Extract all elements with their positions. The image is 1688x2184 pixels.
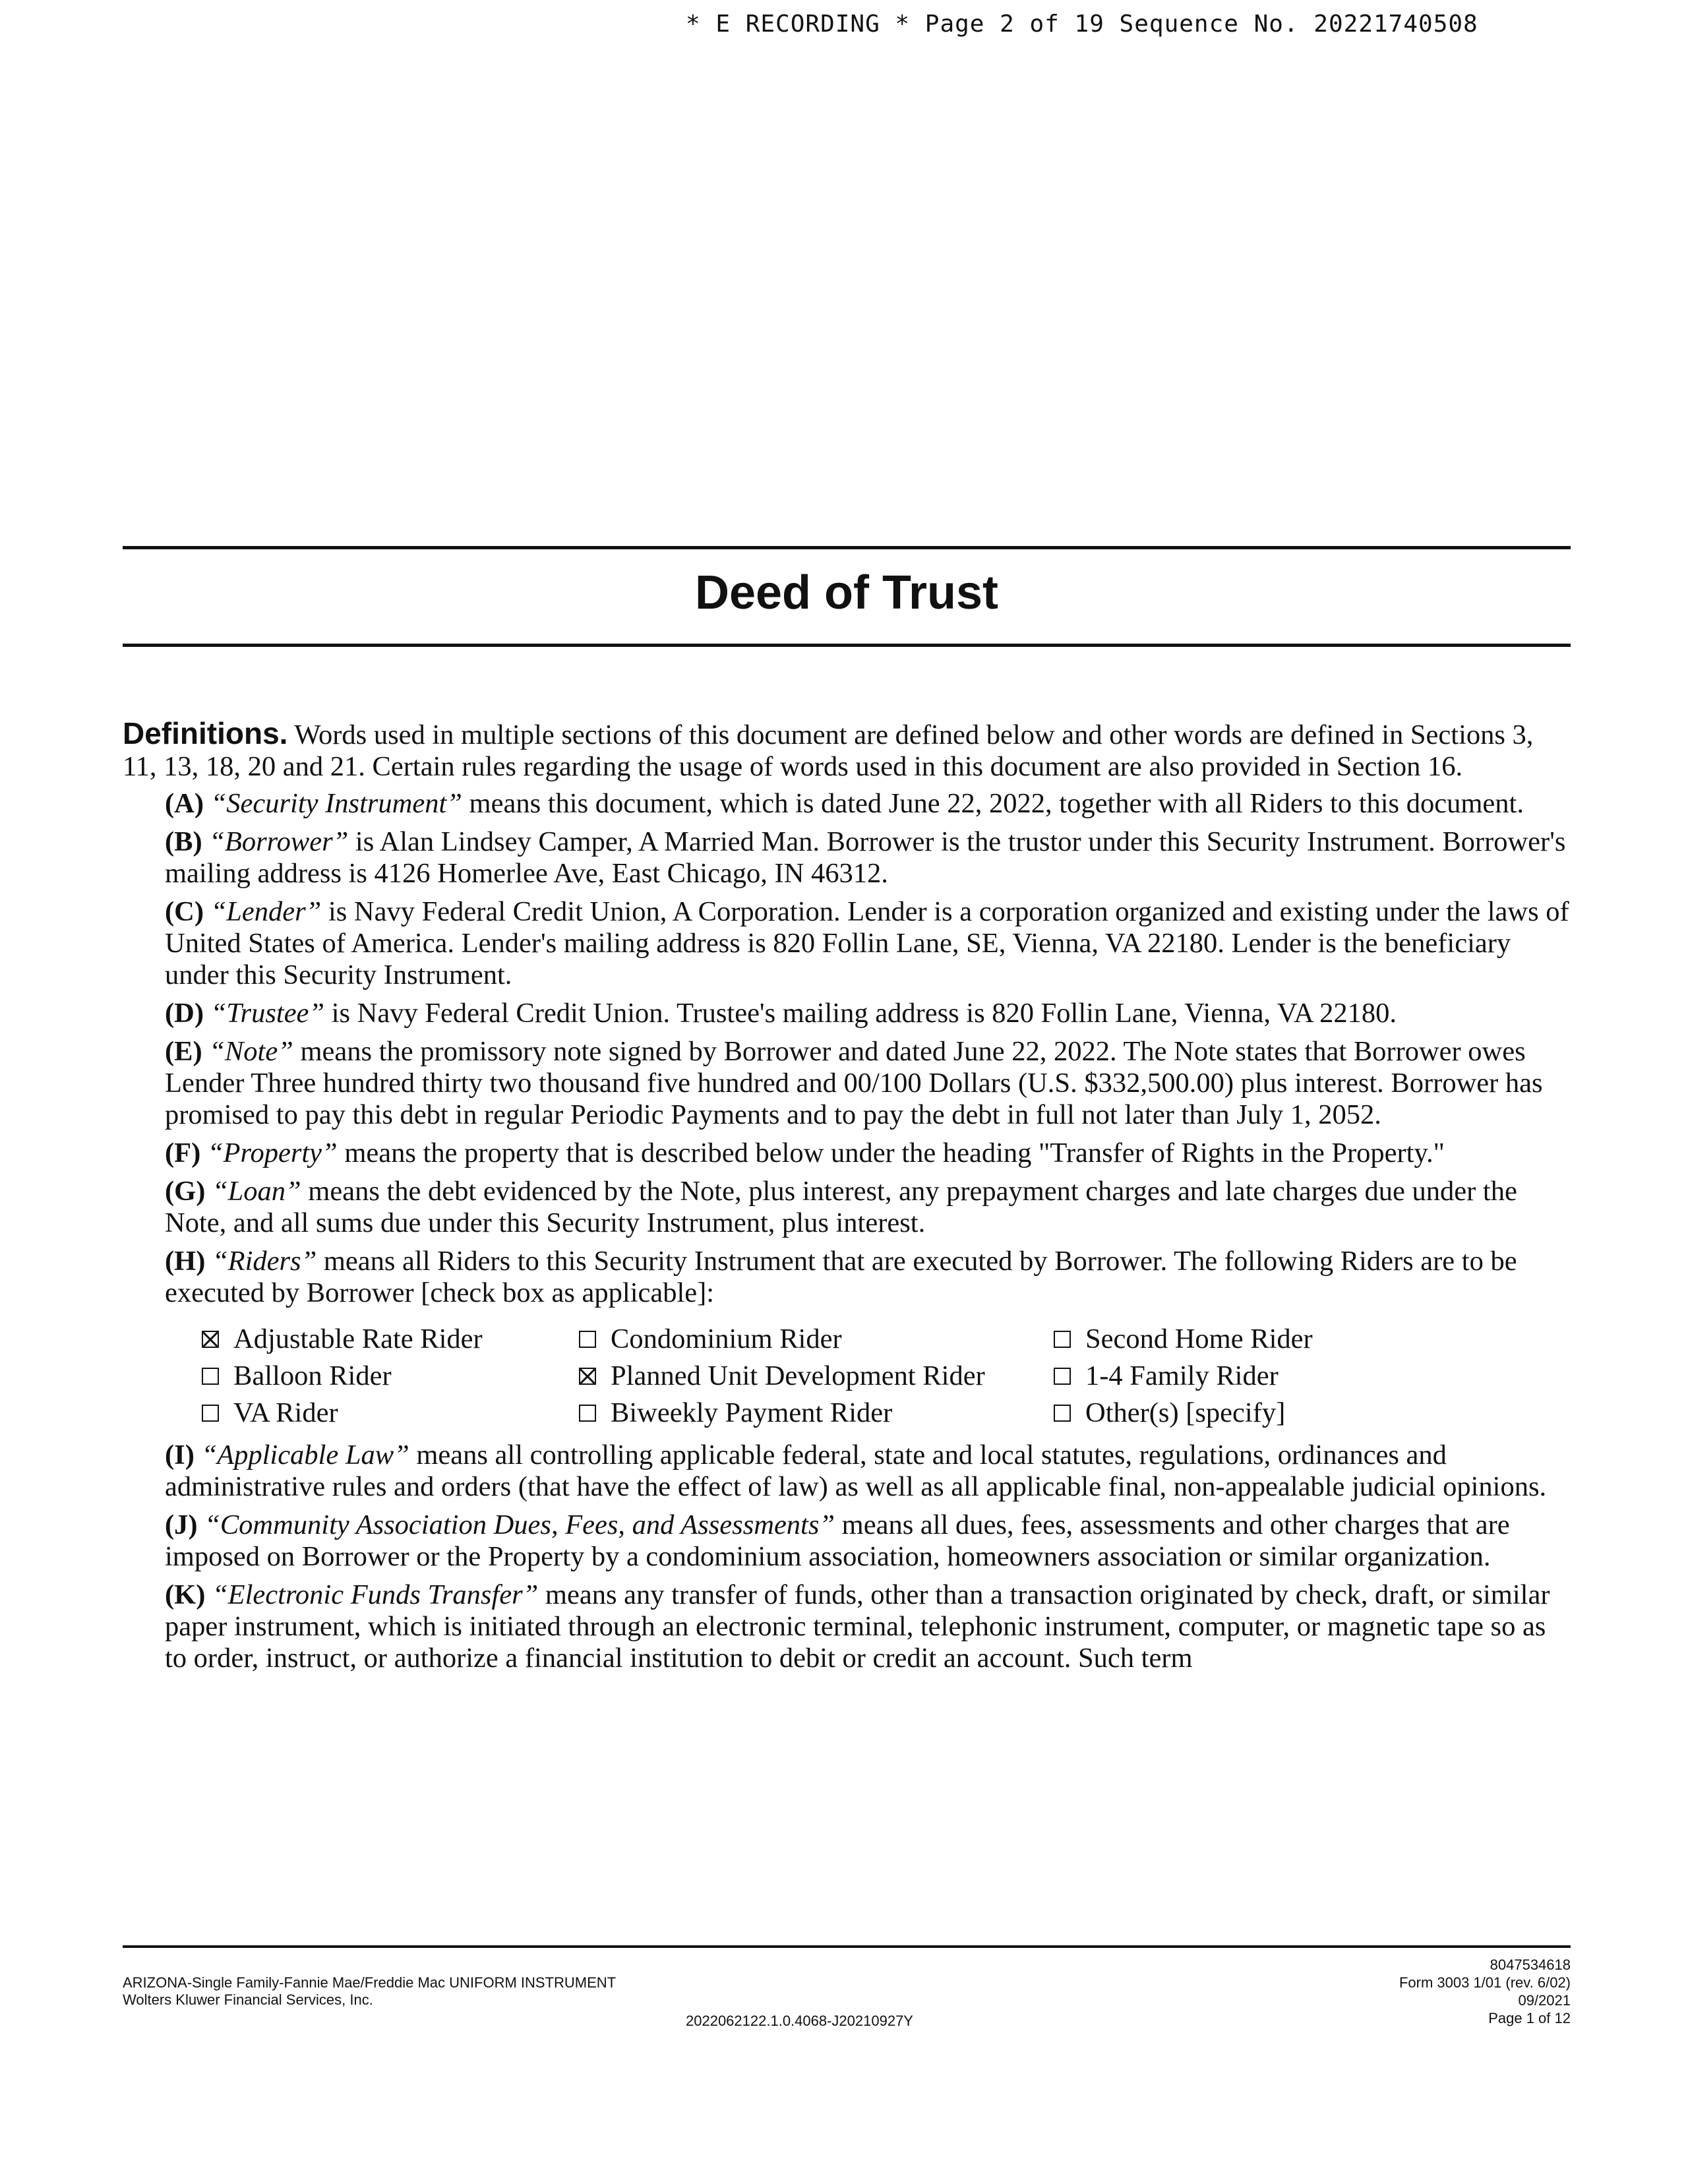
rider-label: Other(s) [specify] — [1085, 1397, 1286, 1428]
definition-item — [165, 1138, 1571, 1169]
footer-form-number: Form 3003 1/01 (rev. 6/02) — [1399, 1974, 1571, 1991]
rider-label: Biweekly Payment Rider — [611, 1397, 893, 1428]
rider-checkbox[interactable] — [1054, 1405, 1071, 1422]
definitions-intro-text: Words used in multiple sections of this document are defined below and other words are defined in Sections 3, 11, 13, 18, 20 and 21. Certain rules regarding the usage of words used in this document are also provided in Section 16. — [123, 719, 1534, 782]
definition-item — [165, 998, 1571, 1029]
definition-term: “Property” — [207, 1138, 338, 1168]
document-body — [123, 717, 1571, 1681]
footer-form-title: ARIZONA-Single Family-Fannie Mae/Freddie Mac UNIFORM INSTRUMENT — [123, 1974, 617, 1991]
rider-checkbox[interactable] — [1054, 1331, 1071, 1348]
rider-label: VA Rider — [233, 1397, 338, 1428]
rider-checkbox[interactable] — [1054, 1368, 1071, 1385]
definition-text: means the promissory note signed by Borrower and dated June 22, 2022. The Note states that Borrower owes Lender Three hundred thirty two thousand five hundred and 00/100 Dollars (U.S. $332,500.00) plus interest. Borrower has promised to pay this debt in regular Periodic Payments and to pay the debt in full not later than July 1, 2052. — [165, 1036, 1543, 1130]
rider-option — [202, 1323, 579, 1355]
definition-item — [165, 1579, 1571, 1674]
definition-term: “Note” — [209, 1036, 293, 1067]
rider-label: Condominium Rider — [611, 1323, 842, 1354]
footer-document-id: 2022062122.1.0.4068-J20210927Y — [686, 2013, 913, 2029]
definition-label: (A) — [165, 788, 204, 819]
definition-text: is Alan Lindsey Camper, A Married Man. Borrower is the trustor under this Security Instrument. Borrower's mailing address is 4126 Homerlee Ave, East Chicago, IN 46312. — [165, 826, 1566, 889]
definition-text: means all controlling applicable federal, state and local statutes, regulations, ordinances and administrative rules and orders (that have the effect of law) as well as all applicable final, non-appealable judicial opinions. — [165, 1440, 1547, 1502]
definition-label: (J) — [165, 1509, 198, 1540]
definition-item — [165, 1246, 1571, 1309]
rider-label: Balloon Rider — [233, 1360, 392, 1391]
rider-checkbox[interactable] — [202, 1368, 219, 1385]
definition-text: is Navy Federal Credit Union, A Corporation. Lender is a corporation organized and existing under the laws of United States of America. Lender's mailing address is 820 Follin Lane, SE, Vienna, VA 22180. Lender is the beneficiary under this Security Instrument. — [165, 896, 1569, 990]
definition-text: means this document, which is dated June 22, 2022, together with all Riders to this document. — [462, 788, 1524, 819]
definitions-intro — [123, 717, 1571, 783]
definition-text: means all dues, fees, assessments and other charges that are imposed on Borrower or the Property by a condominium association, homeowners association or similar organization. — [165, 1509, 1510, 1572]
definition-term: “Trustee” — [210, 998, 325, 1029]
rider-option — [1054, 1323, 1515, 1355]
footer-left — [123, 1974, 616, 2009]
footer-page-number: Page 1 of 12 — [1488, 2010, 1571, 2026]
definition-label: (B) — [165, 826, 202, 857]
definition-term: “Security Instrument” — [210, 788, 462, 819]
rider-option — [202, 1397, 579, 1429]
rider-checkbox[interactable] — [579, 1368, 596, 1385]
definitions-heading: Definitions. — [123, 716, 288, 750]
definitions-list — [165, 788, 1571, 1674]
document-title: Deed of Trust — [694, 566, 999, 619]
definition-item — [165, 1440, 1571, 1503]
title-rule-bottom — [123, 644, 1571, 647]
riders-checklist — [202, 1323, 1571, 1429]
footer-rule — [123, 1945, 1571, 1948]
definition-term: “Electronic Funds Transfer” — [212, 1579, 539, 1610]
definition-term: “Borrower” — [209, 826, 349, 857]
definition-text: means the debt evidenced by the Note, plus interest, any prepayment charges and late charges due under the Note, and all sums due under this Security Instrument, plus interest. — [165, 1176, 1517, 1238]
definition-text: means any transfer of funds, other than a transaction originated by check, draft, or similar paper instrument, which is initiated through an electronic terminal, telephonic instrument, computer, or magnetic tape so as to order, instruct, or authorize a financial institution to debit or credit an account. Such term — [165, 1579, 1550, 1674]
definition-label: (G) — [165, 1176, 206, 1207]
rider-label: 1-4 Family Rider — [1085, 1360, 1279, 1391]
rider-checkbox[interactable] — [202, 1331, 219, 1348]
definition-item — [165, 1509, 1571, 1573]
rider-checkbox[interactable] — [579, 1405, 596, 1422]
definition-label: (I) — [165, 1440, 195, 1471]
definition-text: means the property that is described below under the heading "Transfer of Rights in the Property." — [337, 1138, 1445, 1168]
rider-label: Planned Unit Development Rider — [611, 1360, 985, 1391]
footer-publisher: Wolters Kluwer Financial Services, Inc. — [123, 1991, 373, 2008]
definition-item — [165, 896, 1571, 991]
definition-term: “Loan” — [212, 1176, 301, 1207]
definition-text: means all Riders to this Security Instrument that are executed by Borrower. The following Riders are to be executed by Borrower [check box as applicable]: — [165, 1246, 1517, 1308]
definition-item — [165, 788, 1571, 820]
definition-term: “Community Association Dues, Fees, and Assessments” — [204, 1509, 835, 1540]
definition-term: “Riders” — [212, 1246, 317, 1277]
rider-checkbox[interactable] — [202, 1405, 219, 1422]
definition-item — [165, 1036, 1571, 1131]
rider-option — [202, 1360, 579, 1392]
definition-term: “Applicable Law” — [201, 1440, 409, 1471]
rider-option — [1054, 1360, 1515, 1392]
definition-label: (C) — [165, 896, 204, 927]
rider-checkbox[interactable] — [579, 1331, 596, 1348]
definition-label: (F) — [165, 1138, 201, 1168]
rider-label: Second Home Rider — [1085, 1323, 1313, 1354]
definition-item — [165, 826, 1571, 890]
footer-loan-number: 8047534618 — [1490, 1957, 1571, 1973]
title-rule-top — [123, 546, 1571, 549]
rider-option — [579, 1323, 1054, 1355]
definition-label: (K) — [165, 1579, 206, 1610]
footer-right — [1399, 1956, 1571, 2027]
footer-form-date: 09/2021 — [1518, 1992, 1571, 2009]
rider-option — [1054, 1397, 1515, 1429]
definition-term: “Lender” — [210, 896, 322, 927]
definition-label: (H) — [165, 1246, 206, 1277]
recording-header: * E RECORDING * Page 2 of 19 Sequence No. 20221740508 — [686, 11, 1478, 38]
definition-text: is Navy Federal Credit Union. Trustee's mailing address is 820 Follin Lane, Vienna, VA 22180. — [324, 998, 1397, 1029]
definition-label: (E) — [165, 1036, 202, 1067]
definition-label: (D) — [165, 998, 204, 1029]
rider-label: Adjustable Rate Rider — [233, 1323, 483, 1354]
definition-item — [165, 1176, 1571, 1239]
rider-option — [579, 1397, 1054, 1429]
rider-option — [579, 1360, 1054, 1392]
